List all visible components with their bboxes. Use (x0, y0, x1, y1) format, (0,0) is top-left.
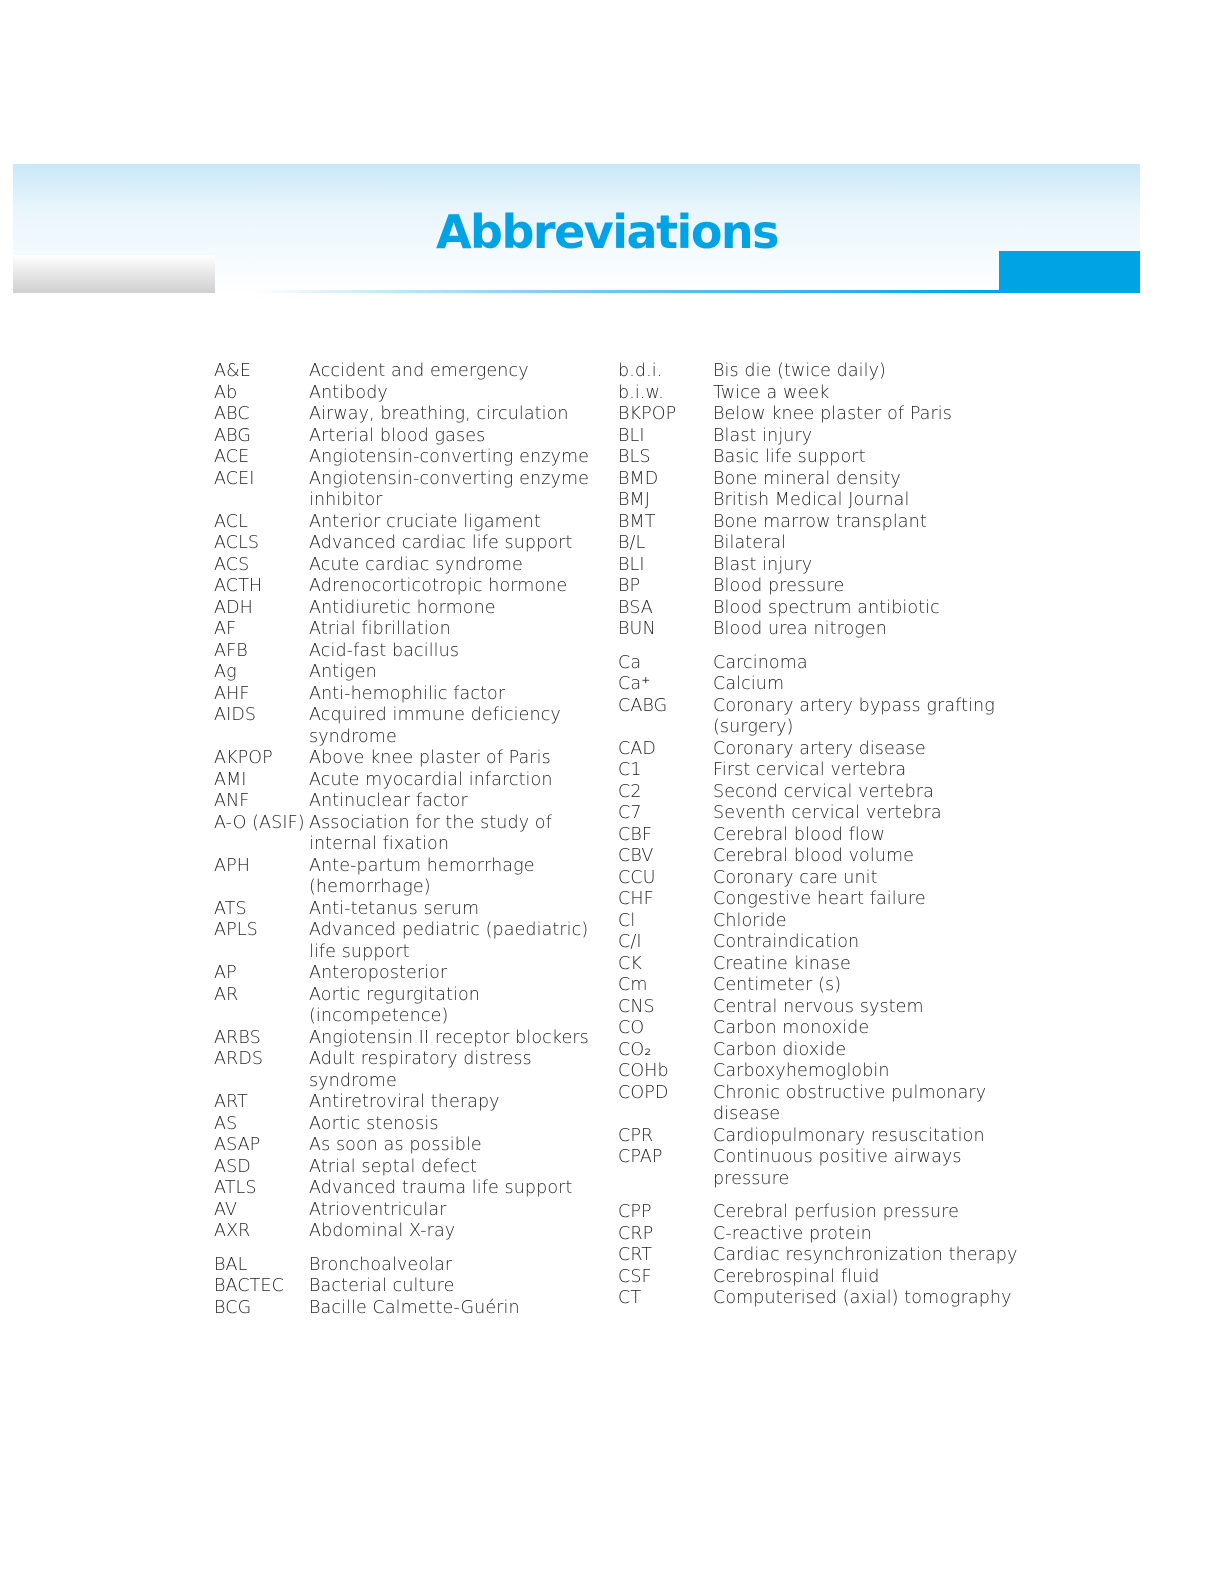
abbreviation-definition: First cervical vertebra (713, 760, 907, 780)
abbreviation-definition: Cerebral perfusion pressure (713, 1202, 959, 1222)
abbreviation-entry (618, 1224, 1038, 1246)
abbreviation-term: BP (618, 576, 641, 596)
abbreviation-term: Ab (214, 382, 238, 403)
abbreviation-term: ASAP (214, 1135, 261, 1155)
abbreviation-term: BMT (618, 511, 656, 532)
abbreviation-definition: Abdominal X-ray (309, 1221, 456, 1241)
abbreviation-term: Ag (214, 662, 237, 682)
abbreviation-entry (618, 674, 1038, 696)
abbreviation-term: C1 (618, 760, 642, 780)
abbreviation-entry (618, 1083, 1038, 1126)
abbreviation-definition: Antidiuretic hormone (309, 597, 496, 618)
abbreviation-entry (214, 426, 614, 448)
abbreviation-entry (214, 598, 614, 620)
abbreviation-entry (214, 963, 614, 985)
abbreviation-entry (214, 447, 614, 469)
abbreviation-term: Cm (618, 975, 648, 995)
abbreviation-definition: Accident and emergency (309, 361, 529, 381)
abbreviation-term: CO₂ (618, 1039, 652, 1060)
abbreviation-term: C2 (618, 781, 642, 802)
abbreviation-definition: Coronary artery bypass grafting (surgery) (713, 695, 995, 737)
abbreviation-definition: Bacterial culture (309, 1276, 455, 1296)
abbreviation-term: BSA (618, 597, 653, 618)
abbreviation-term: ADH (214, 597, 253, 618)
abbreviation-entry (618, 404, 1038, 426)
abbreviation-entry (214, 641, 614, 663)
abbreviation-entry (618, 555, 1038, 577)
abbreviation-term: AMI (214, 769, 247, 790)
abbreviation-entry (618, 975, 1038, 997)
abbreviation-term: ACTH (214, 576, 263, 596)
abbreviation-term: Ca (618, 652, 642, 673)
abbreviation-definition: Antibody (309, 382, 388, 403)
abbreviation-term: COPD (618, 1082, 669, 1103)
abbreviation-entry (214, 705, 614, 748)
abbreviation-entry (618, 361, 1038, 383)
header-underline (250, 290, 1000, 293)
abbreviation-entry (618, 619, 1038, 641)
abbreviation-definition: Antinuclear factor (309, 791, 468, 811)
abbreviation-definition: Calcium (713, 674, 785, 694)
abbreviation-definition: Airway, breathing, circulation (309, 404, 569, 424)
abbreviation-term: CK (618, 953, 642, 974)
abbreviation-term: Ca⁺ (618, 674, 651, 694)
abbreviation-term: ARDS (214, 1049, 264, 1069)
abbreviation-entry (214, 469, 614, 512)
abbreviation-definition: Chronic obstructive pulmonary disease (713, 1082, 987, 1124)
abbreviation-entry (214, 512, 614, 534)
abbreviation-definition: Cardiac resynchronization therapy (713, 1245, 1018, 1265)
abbreviation-entry (214, 770, 614, 792)
abbreviation-term: AFB (214, 640, 248, 661)
abbreviation-definition: Arterial blood gases (309, 425, 486, 446)
abbreviation-definition: British Medical Journal (713, 490, 910, 510)
abbreviation-entry (618, 533, 1038, 555)
abbreviation-definition: Bone marrow transplant (713, 511, 927, 532)
abbreviation-term: BCG (214, 1297, 252, 1318)
abbreviation-entry (214, 383, 614, 405)
abbreviation-definition: Atrioventricular (309, 1199, 447, 1220)
abbreviation-definition: Acid-fast bacillus (309, 640, 460, 661)
abbreviation-term: B/L (618, 533, 646, 553)
abbreviation-entry (214, 361, 614, 383)
abbreviation-entry (214, 662, 614, 684)
abbreviation-definition: Bilateral (713, 533, 787, 553)
abbreviation-definition: Carbon monoxide (713, 1018, 870, 1038)
abbreviation-definition: Acquired immune deficiency syndrome (309, 705, 561, 747)
abbreviation-term: ART (214, 1092, 248, 1112)
abbreviation-definition: Anti-hemophilic factor (309, 683, 506, 704)
abbreviation-entry (214, 813, 614, 856)
abbreviation-term: CBV (618, 846, 654, 866)
abbreviation-term: CCU (618, 867, 656, 888)
abbreviation-definition: Anterior cruciate ligament (309, 511, 541, 532)
abbreviation-entry (618, 512, 1038, 534)
abbreviation-entry (214, 533, 614, 555)
abbreviation-term: BUN (618, 619, 656, 639)
abbreviation-entry (618, 1245, 1038, 1267)
abbreviation-definition: Second cervical vertebra (713, 781, 934, 802)
abbreviation-term: AHF (214, 683, 250, 704)
abbreviation-definition: Centimeter (s) (713, 975, 842, 995)
abbreviation-term: CBF (618, 824, 653, 845)
abbreviation-term: CRT (618, 1245, 653, 1265)
abbreviation-entry (618, 1267, 1038, 1289)
abbreviation-term: ASD (214, 1156, 251, 1177)
abbreviation-term: AP (214, 963, 237, 983)
abbreviation-definition: Advanced cardiac life support (309, 533, 573, 553)
abbreviation-entry (618, 1061, 1038, 1083)
abbreviation-definition: Continuous positive airways pressure (713, 1147, 962, 1189)
abbreviation-definition: Coronary care unit (713, 867, 878, 888)
abbreviation-entry (618, 598, 1038, 620)
abbreviation-definition: Acute cardiac syndrome (309, 554, 523, 575)
abbreviation-definition: Coronary artery disease (713, 738, 926, 759)
abbreviation-definition: Antigen (309, 662, 377, 682)
abbreviation-entry (618, 954, 1038, 976)
abbreviation-definition: Carbon dioxide (713, 1039, 847, 1060)
abbreviation-entry (618, 868, 1038, 890)
abbreviation-term: ANF (214, 791, 250, 811)
abbreviation-definition: Blood spectrum antibiotic (713, 597, 940, 618)
abbreviation-term: COHb (618, 1061, 669, 1081)
abbreviation-term: Cl (618, 910, 636, 931)
abbreviation-entry (618, 739, 1038, 761)
abbreviation-term: CT (618, 1288, 642, 1308)
abbreviation-term: BACTEC (214, 1276, 284, 1296)
abbreviation-entry (618, 653, 1038, 675)
abbreviation-term: ABC (214, 404, 250, 424)
abbreviation-definition: Aortic stenosis (309, 1113, 439, 1134)
abbreviation-definition: Antiretroviral therapy (309, 1092, 500, 1112)
abbreviation-entry (214, 791, 614, 813)
abbreviation-definition: Creatine kinase (713, 953, 851, 974)
abbreviation-definition: Seventh cervical vertebra (713, 803, 942, 823)
abbreviation-term: AV (214, 1199, 238, 1220)
abbreviation-definition: Angiotensin-converting enzyme inhibitor (309, 468, 589, 510)
abbreviation-entry (214, 1255, 614, 1277)
abbreviation-definition: Below knee plaster of Paris (713, 404, 952, 424)
abbreviation-entry (214, 555, 614, 577)
abbreviation-term: CAD (618, 738, 656, 759)
abbreviation-definition: Ante-partum hemorrhage (hemorrhage) (309, 855, 535, 897)
abbreviation-term: ACL (214, 511, 248, 532)
abbreviation-definition: Chloride (713, 910, 787, 931)
abbreviation-definition: Advanced pediatric (paediatric) life support (309, 920, 589, 962)
abbreviation-term: C/I (618, 932, 642, 952)
abbreviation-term: BMJ (618, 490, 651, 510)
abbreviation-definition: Blast injury (713, 554, 813, 575)
abbreviation-definition: C-reactive protein (713, 1223, 872, 1244)
abbreviation-definition: Computerised (axial) tomography (713, 1288, 1012, 1308)
abbreviation-term: APH (214, 855, 250, 876)
abbreviation-entry (214, 684, 614, 706)
abbreviation-entry (618, 889, 1038, 911)
abbreviation-term: BKPOP (618, 404, 677, 424)
abbreviation-entry (618, 803, 1038, 825)
abbreviation-term: CSF (618, 1266, 652, 1287)
abbreviation-entry (618, 426, 1038, 448)
abbreviation-definition: Blood urea nitrogen (713, 619, 887, 639)
abbreviation-definition: Atrial fibrillation (309, 619, 451, 639)
abbreviation-entry (618, 447, 1038, 469)
abbreviation-entry (618, 469, 1038, 491)
abbreviation-definition: Twice a week (713, 382, 830, 403)
abbreviation-definition: As soon as possible (309, 1135, 482, 1155)
abbreviation-term: BAL (214, 1254, 248, 1275)
abbreviation-term: BLI (618, 554, 645, 575)
abbreviation-definition: Blood pressure (713, 576, 845, 596)
abbreviation-entry (618, 1288, 1038, 1310)
abbreviation-entry (618, 825, 1038, 847)
abbreviation-term: AF (214, 619, 237, 639)
abbreviation-term: AR (214, 984, 239, 1005)
abbreviation-term: ATLS (214, 1178, 257, 1198)
abbreviation-definition: Atrial septal defect (309, 1156, 478, 1177)
abbreviation-entry (214, 1135, 614, 1157)
abbreviation-term: AIDS (214, 705, 257, 725)
abbreviation-definition: Adult respiratory distress syndrome (309, 1049, 532, 1091)
abbreviation-entry (618, 696, 1038, 739)
abbreviation-definition: Blast injury (713, 425, 813, 446)
abbreviation-term: APLS (214, 920, 258, 940)
abbreviation-entry (618, 760, 1038, 782)
abbreviation-definition: Angiotensin-converting enzyme (309, 447, 589, 467)
abbreviation-definition: Bacille Calmette-Guérin (309, 1297, 520, 1318)
abbreviation-definition: Cerebrospinal fluid (713, 1266, 880, 1287)
abbreviation-definition: Above knee plaster of Paris (309, 748, 551, 768)
abbreviation-entry (214, 985, 614, 1028)
abbreviation-entry (214, 1178, 614, 1200)
abbreviation-entry (618, 576, 1038, 598)
abbreviation-term: ATS (214, 898, 247, 919)
abbreviation-term: ABG (214, 425, 251, 446)
abbreviation-definition: Bis die (twice daily) (713, 361, 886, 381)
abbreviation-entry (214, 1114, 614, 1136)
abbreviation-entry (214, 1298, 614, 1320)
abbreviation-term: BLS (618, 447, 651, 467)
abbreviation-term: ACEI (214, 468, 255, 489)
abbreviation-definition: Aortic regurgitation (incompetence) (309, 984, 481, 1026)
abbreviation-entry (618, 911, 1038, 933)
abbreviation-term: ARBS (214, 1027, 261, 1048)
abbreviation-term: A-O (ASIF) (214, 812, 305, 833)
abbreviation-entry (214, 1200, 614, 1222)
abbreviation-definition: Cerebral blood flow (713, 824, 886, 845)
abbreviation-term: AXR (214, 1221, 251, 1241)
abbreviation-definition: Carboxyhemoglobin (713, 1061, 890, 1081)
abbreviation-term: AS (214, 1113, 238, 1134)
abbreviation-entry (214, 404, 614, 426)
abbreviation-entry (618, 846, 1038, 868)
abbreviation-entry (214, 1221, 614, 1243)
header-gray-accent (13, 255, 215, 293)
abbreviation-definition: Contraindication (713, 932, 860, 952)
abbreviation-entry (618, 490, 1038, 512)
abbreviation-term: CPAP (618, 1147, 663, 1167)
abbreviation-definition: Angiotensin II receptor blockers (309, 1027, 589, 1048)
abbreviation-term: CO (618, 1018, 645, 1038)
abbreviation-entry (618, 1126, 1038, 1148)
abbreviation-definition: Congestive heart failure (713, 889, 926, 909)
abbreviation-entry (214, 856, 614, 899)
abbreviation-term: CABG (618, 695, 668, 716)
abbreviation-entry (214, 899, 614, 921)
abbreviation-term: CRP (618, 1223, 654, 1244)
abbreviation-entry (214, 619, 614, 641)
abbreviation-term: ACE (214, 447, 250, 467)
abbreviation-entry (618, 932, 1038, 954)
abbreviation-entry (618, 1147, 1038, 1190)
abbreviation-definition: Acute myocardial infarction (309, 769, 553, 790)
abbreviation-term: CNS (618, 996, 655, 1017)
abbreviation-definition: Advanced trauma life support (309, 1178, 573, 1198)
abbreviation-entry (214, 576, 614, 598)
abbreviation-entry (214, 1276, 614, 1298)
abbreviation-entry (214, 1049, 614, 1092)
abbreviation-definition: Adrenocorticotropic hormone (309, 576, 568, 596)
abbreviation-entry (214, 748, 614, 770)
abbreviation-entry (214, 1092, 614, 1114)
abbreviation-definition: Bone mineral density (713, 468, 901, 489)
abbreviation-definition: Basic life support (713, 447, 866, 467)
abbreviation-definition: Carcinoma (713, 652, 808, 673)
abbreviation-term: C7 (618, 803, 642, 823)
abbreviation-definition: Association for the study of internal fixation (309, 812, 552, 854)
abbreviation-term: CPR (618, 1125, 654, 1146)
abbreviation-entry (214, 920, 614, 963)
page-title: Abbreviations (435, 205, 779, 259)
abbreviation-term: CHF (618, 889, 654, 909)
abbreviation-entry (618, 782, 1038, 804)
abbreviation-definition: Anteroposterior (309, 963, 448, 983)
abbreviation-entry (618, 1018, 1038, 1040)
abbreviation-term: AKPOP (214, 748, 273, 768)
abbreviation-term: BMD (618, 468, 659, 489)
abbreviation-term: CPP (618, 1202, 652, 1222)
abbreviation-list-right (618, 361, 1038, 1310)
abbreviation-entry (618, 1202, 1038, 1224)
abbreviation-entry (214, 1157, 614, 1179)
abbreviation-term: A&E (214, 361, 251, 381)
abbreviation-definition: Cardiopulmonary resuscitation (713, 1125, 985, 1146)
abbreviation-definition: Cerebral blood volume (713, 846, 914, 866)
abbreviation-definition: Bronchoalveolar (309, 1254, 453, 1275)
abbreviation-list-left (214, 361, 614, 1319)
abbreviation-term: b.d.i. (618, 361, 663, 381)
abbreviation-definition: Central nervous system (713, 996, 924, 1017)
abbreviation-term: BLI (618, 425, 645, 446)
abbreviation-entry (618, 997, 1038, 1019)
abbreviation-term: ACLS (214, 533, 260, 553)
abbreviation-entry (214, 1028, 614, 1050)
abbreviation-term: b.i.w. (618, 382, 664, 403)
abbreviation-entry (618, 1040, 1038, 1062)
abbreviation-term: ACS (214, 554, 250, 575)
abbreviation-definition: Anti-tetanus serum (309, 898, 480, 919)
abbreviation-entry (618, 383, 1038, 405)
